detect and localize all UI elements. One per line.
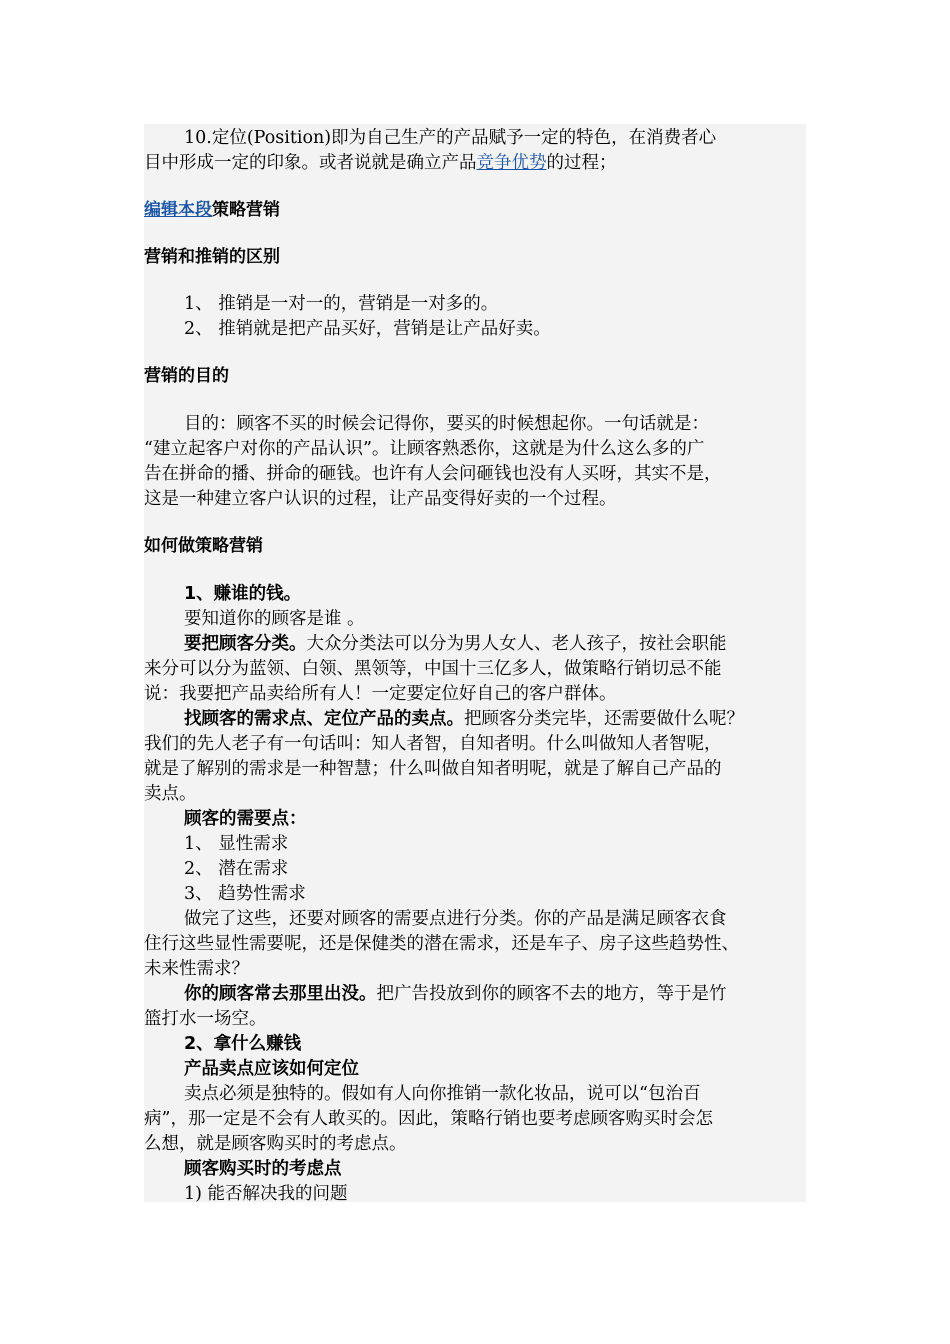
selling-point-heading: 产品卖点应该如何定位 xyxy=(184,1059,359,1079)
where-line-1 xyxy=(144,982,846,1007)
consideration-item-1: 1) 能否解决我的问题 xyxy=(184,1184,348,1204)
definition-10-text: 目中形成一定的印象。或者说就是确立产品 xyxy=(144,153,477,173)
where-text: 把广告投放到你的顾客不去的地方，等于是竹 xyxy=(376,984,727,1004)
after-line-1: 做完了这些，还要对顾客的需要点进行分类。你的产品是满足顾客衣食 xyxy=(184,909,727,929)
difference-item-2: 2、 推销就是把产品买好，营销是让产品好卖。 xyxy=(184,319,551,339)
classify-line-2: 来分可以分为蓝领、白领、黑领等，中国十三亿多人，做策略行销切忌不能 xyxy=(144,659,722,679)
definition-10-tail: 的过程； xyxy=(546,153,617,173)
section-heading-strategy xyxy=(144,198,280,223)
classify-bold: 要把顾客分类。 xyxy=(184,634,307,654)
needs-heading: 顾客的需要点： xyxy=(184,809,307,829)
how-know-customer: 要知道你的顾客是谁 。 xyxy=(184,609,365,629)
needs-item-2: 2、 潜在需求 xyxy=(184,859,289,879)
classify-line-3: 说：我要把产品卖给所有人！一定要定位好自己的客户群体。 xyxy=(144,684,617,704)
purpose-line-3: 告在拼命的播、拼命的砸钱。也许有人会问砸钱也没有人买呀，其实不是， xyxy=(144,464,722,484)
section-title: 策略营销 xyxy=(212,200,280,220)
selling-line-3: 么想，就是顾客购买时的考虑点。 xyxy=(144,1134,407,1154)
where-line-2: 篮打水一场空。 xyxy=(144,1009,267,1029)
considerations-heading: 顾客购买时的考虑点 xyxy=(184,1159,342,1179)
need-bold: 找顾客的需求点、定位产品的卖点。 xyxy=(184,709,464,729)
selling-line-1: 卖点必须是独特的。假如有人向你推销一款化妆品，说可以“包治百 xyxy=(184,1084,701,1104)
need-line-2: 我们的先人老子有一句话叫：知人者智，自知者明。什么叫做知人者智呢， xyxy=(144,734,722,754)
purpose-line-4: 这是一种建立客户认识的过程，让产品变得好卖的一个过程。 xyxy=(144,489,617,509)
difference-item-1: 1、 推销是一对一的，营销是一对多的。 xyxy=(184,294,499,314)
competitive-advantage-link[interactable]: 竞争优势 xyxy=(476,153,547,173)
how-step-2-heading: 2、拿什么赚钱 xyxy=(184,1034,302,1054)
need-line-3: 就是了解别的需求是一种智慧；什么叫做自知者明呢，就是了解自己产品的 xyxy=(144,759,722,779)
after-line-3: 未来性需求？ xyxy=(144,959,249,979)
edit-section-link[interactable]: 编辑本段 xyxy=(144,200,212,220)
selling-line-2: 病”，那一定是不会有人敢买的。因此，策略行销也要考虑顾客购买时会怎 xyxy=(144,1109,713,1129)
needs-item-3: 3、 趋势性需求 xyxy=(184,884,306,904)
purpose-line-1: 目的：顾客不买的时候会记得你，要买的时候想起你。一句话就是： xyxy=(184,414,709,434)
need-line-1 xyxy=(144,707,846,732)
needs-item-1: 1、 显性需求 xyxy=(184,834,289,854)
need-text: 把顾客分类完毕，还需要做什么呢？ xyxy=(464,709,744,729)
purpose-line-2: “建立起客户对你的产品认识”。让顾客熟悉你，这就是为什么这么多的广 xyxy=(144,439,705,459)
definition-10-line-2 xyxy=(144,151,806,176)
how-step-1-heading: 1、赚谁的钱。 xyxy=(184,584,302,604)
document-body xyxy=(144,124,806,1202)
after-line-2: 住行这些显性需要呢，还是保健类的潜在需求，还是车子、房子这些趋势性、 xyxy=(144,934,739,954)
classify-line-1 xyxy=(144,632,846,657)
heading-how-to: 如何做策略营销 xyxy=(144,536,263,556)
classify-text: 大众分类法可以分为男人女人、老人孩子，按社会职能 xyxy=(306,634,727,654)
heading-purpose: 营销的目的 xyxy=(144,366,229,386)
where-bold: 你的顾客常去那里出没。 xyxy=(184,984,377,1004)
need-line-4: 卖点。 xyxy=(144,784,197,804)
definition-10-line-1: 10.定位(Position)即为自己生产的产品赋予一定的特色，在消费者心 xyxy=(184,128,717,148)
heading-difference: 营销和推销的区别 xyxy=(144,247,280,267)
